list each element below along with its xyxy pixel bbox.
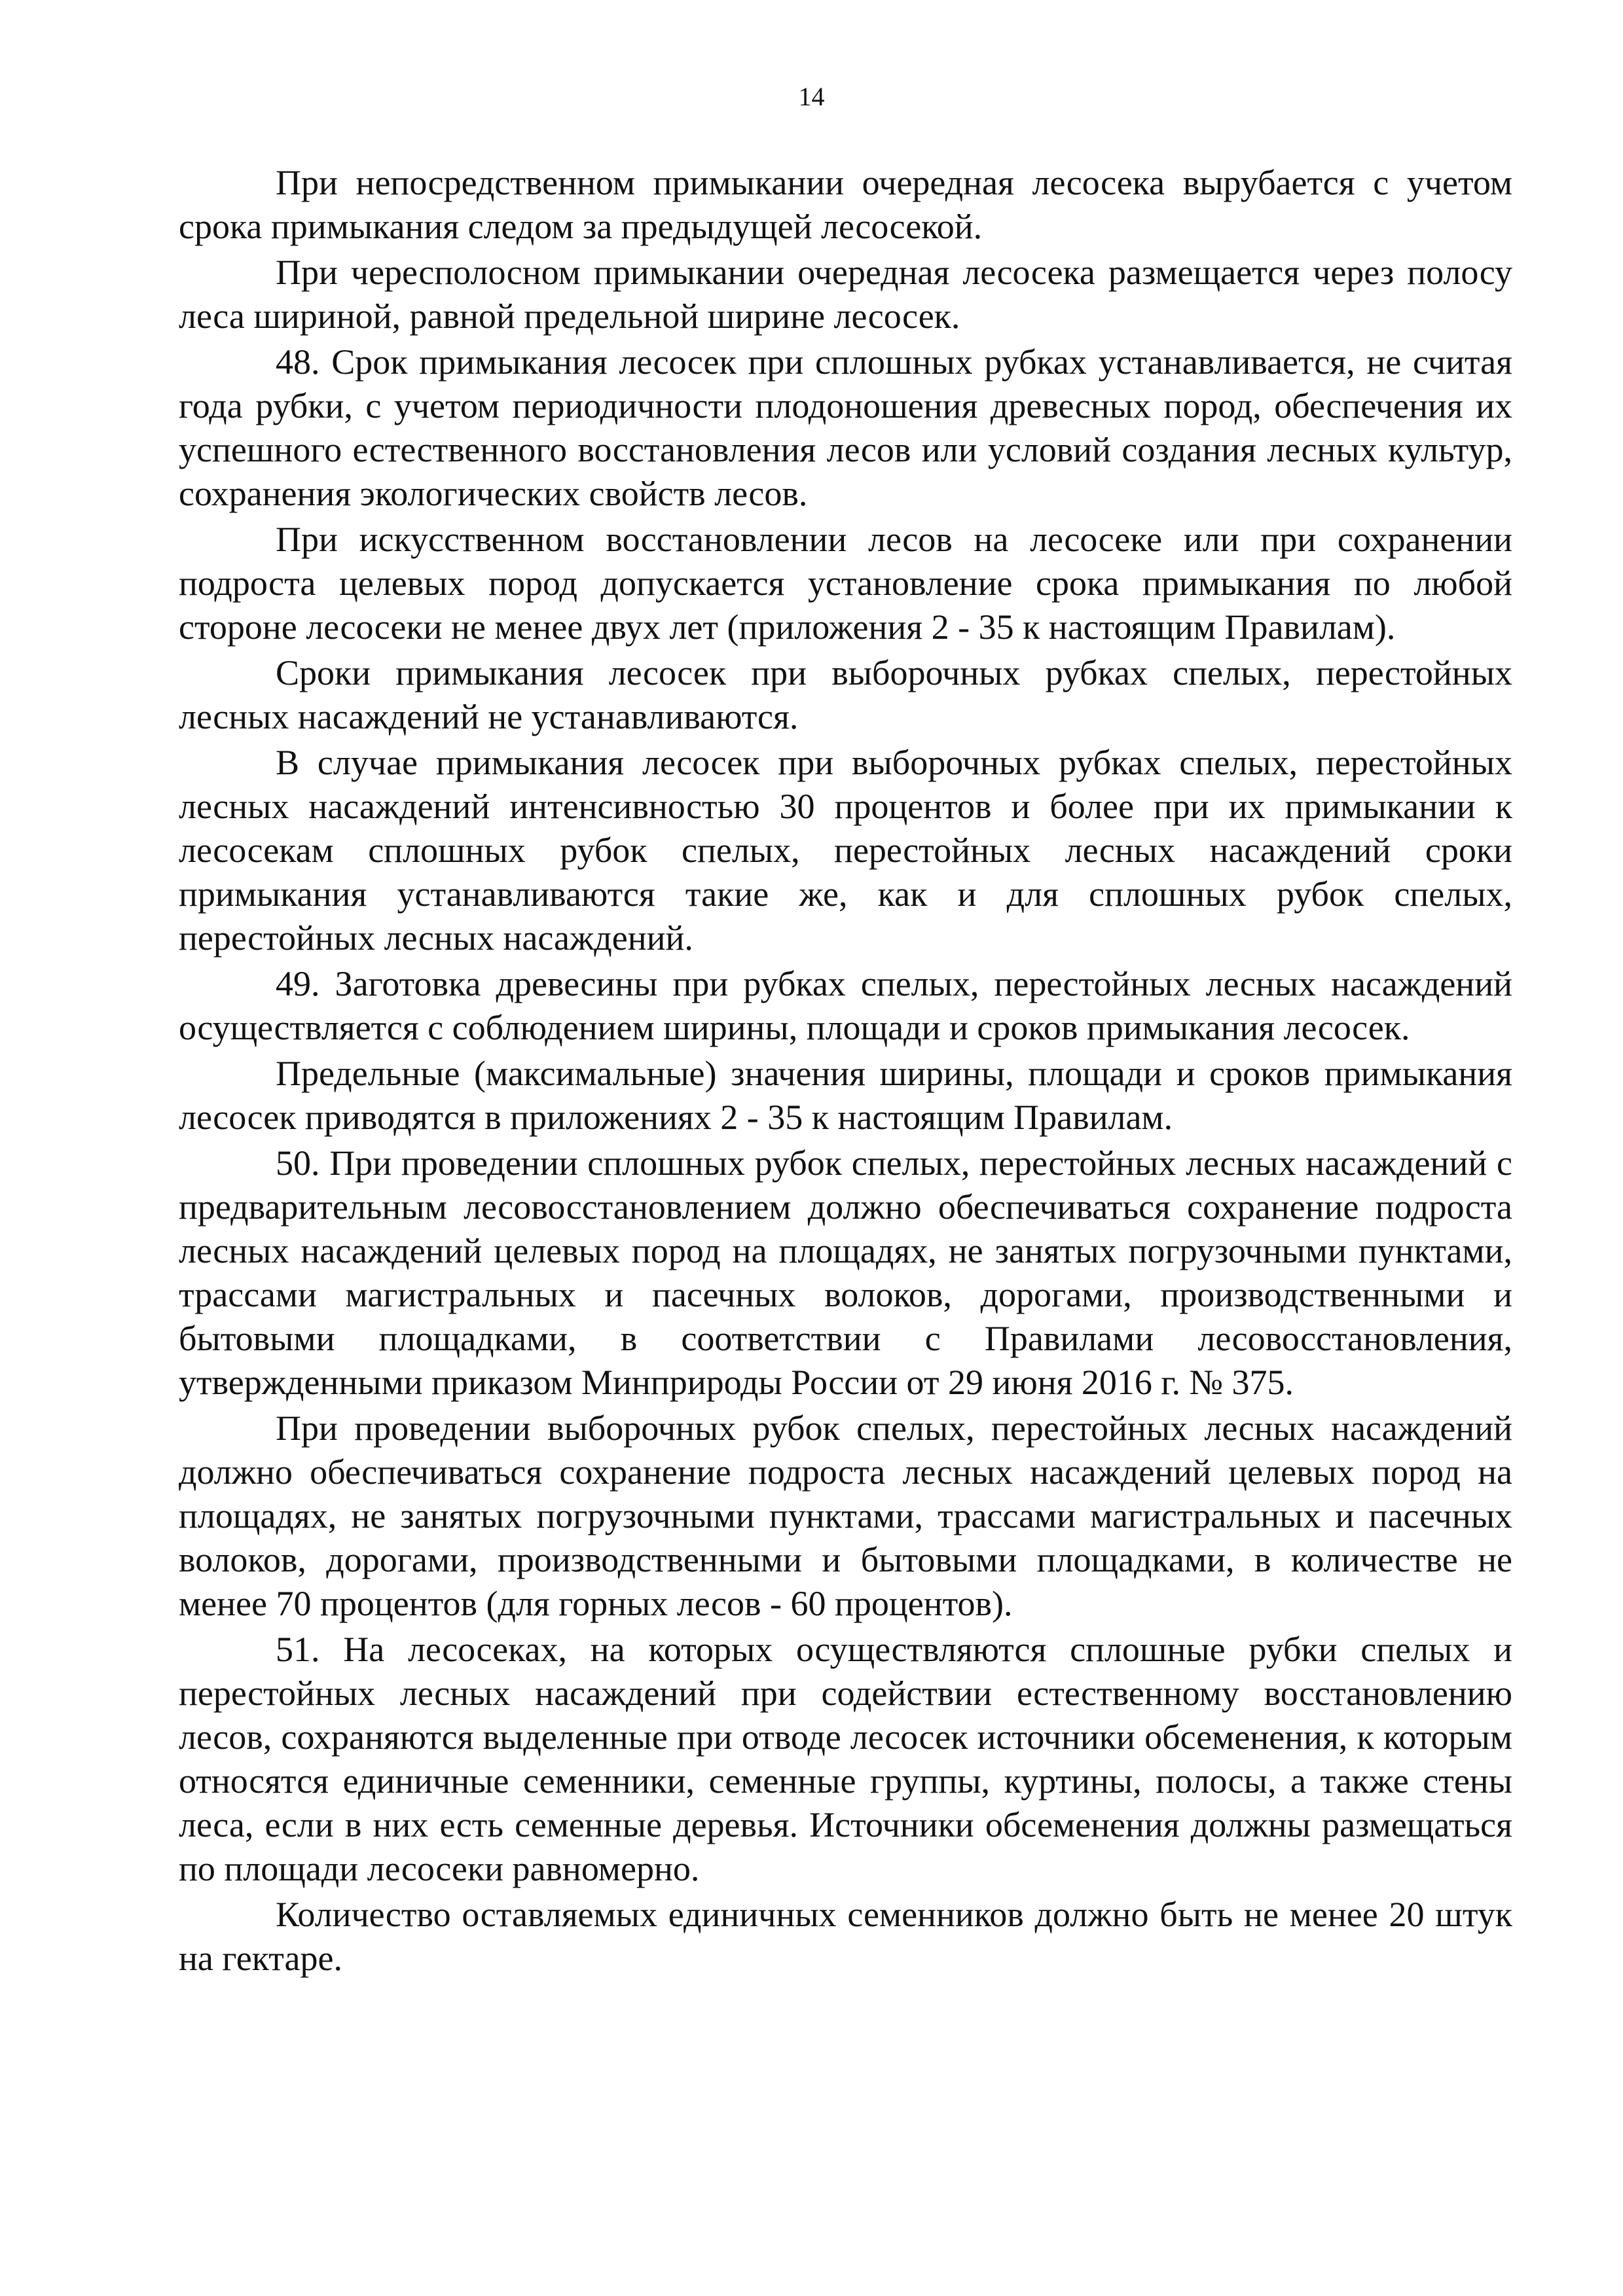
paragraph: При чересполосном примыкании очередная лесосека размещается через полосу леса шириной, равной предельной ширине лесосек. [179, 253, 1512, 336]
paragraph: 50. При проведении сплошных рубок спелых, перестойных лесных насаждений с предварительным лесовосстановлением должно обеспечиваться сохранение подроста лесных насаждений целевых пород на площадях, не занятых погрузочными пунктами, трассами магистральных и пасечных волоков, дорогами, производственными и бытовыми площадками, в соответствии с Правилами лесовосстановления, утвержденными приказом Минприроды России от 29 июня 2016 г. № 375. [179, 1143, 1512, 1402]
page-number: 14 [798, 82, 825, 111]
paragraph: В случае примыкания лесосек при выборочных рубках спелых, перестойных лесных насаждений интенсивностью 30 процентов и более при их примыкании к лесосекам сплошных рубок спелых, перестойных лесных насаждений сроки примыкания устанавливаются такие же, как и для сплошных рубок спелых, перестойных лесных насаждений. [179, 743, 1512, 958]
paragraph: 48. Срок примыкания лесосек при сплошных рубках устанавливается, не считая года рубки, с учетом периодичности плодоношения древесных пород, обеспечения их успешного естественного восстановления лесов или условий создания лесных культур, сохранения экологических свойств лесов. [179, 342, 1512, 513]
paragraph: При проведении выборочных рубок спелых, перестойных лесных насаждений должно обеспечиваться сохранение подроста лесных насаждений целевых пород на площадях, не занятых погрузочными пунктами, трассами магистральных и пасечных волоков, дорогами, производственными и бытовыми площадками, в количестве не менее 70 процентов (для горных лесов - 60 процентов). [179, 1408, 1512, 1623]
document-body [179, 161, 1512, 1982]
paragraph: Предельные (максимальные) значения ширины, площади и сроков примыкания лесосек приводятся в приложениях 2 - 35 к настоящим Правилам. [179, 1054, 1512, 1137]
paragraph: При искусственном восстановлении лесов на лесосеке или при сохранении подроста целевых пород допускается установление срока примыкания по любой стороне лесосеки не менее двух лет (приложения 2 - 35 к настоящим Правилам). [179, 520, 1512, 647]
paragraph: При непосредственном примыкании очередная лесосека вырубается с учетом срока примыкания следом за предыдущей лесосекой. [179, 163, 1512, 246]
paragraph: Количество оставляемых единичных семенников должно быть не менее 20 штук на гектаре. [179, 1895, 1512, 1978]
paragraph: 49. Заготовка древесины при рубках спелых, перестойных лесных насаждений осуществляется с соблюдением ширины, площади и сроков примыкания лесосек. [179, 964, 1512, 1047]
paragraph: Сроки примыкания лесосек при выборочных рубках спелых, перестойных лесных насаждений не устанавливаются. [179, 653, 1512, 736]
paragraph: 51. На лесосеках, на которых осуществляются сплошные рубки спелых и перестойных лесных насаждений при содействии естественному восстановлению лесов, сохраняются выделенные при отводе лесосек источники обсеменения, к которым относятся единичные семенники, семенные группы, куртины, полосы, а также стены леса, если в них есть семенные деревья. Источники обсеменения должны размещаться по площади лесосеки равномерно. [179, 1630, 1512, 1888]
